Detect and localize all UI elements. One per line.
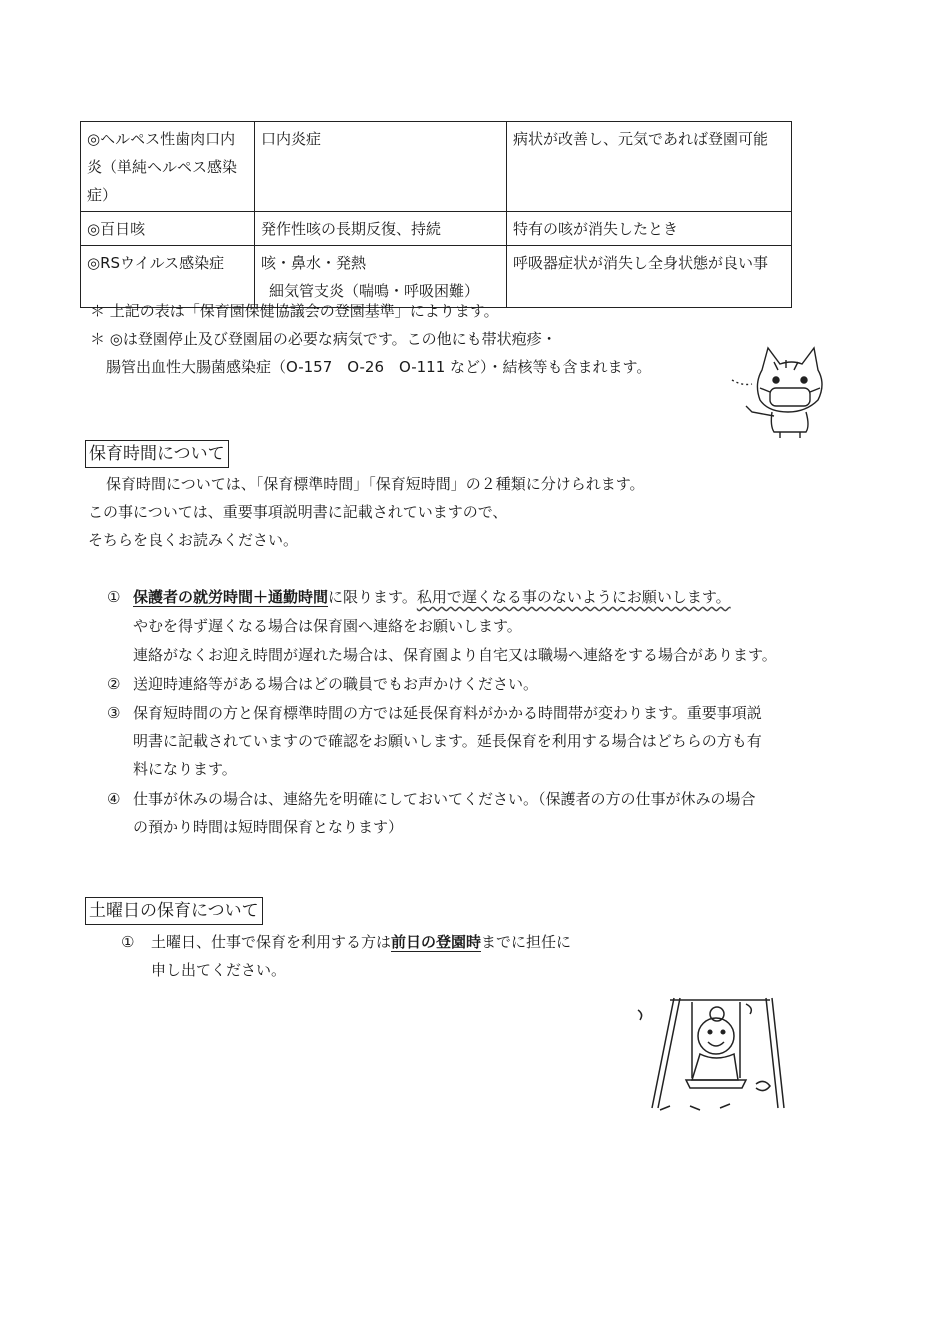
disease-name: ◎ヘルペス性歯肉口内炎（単純ヘルペス感染症） [81, 122, 255, 212]
item-1-line-3: 連絡がなくお迎え時間が遅れた場合は、保育園より自宅又は職場へ連絡をする場合があります。 [133, 646, 777, 664]
disease-symptom: 発作性咳の長期反復、持続 [255, 212, 507, 246]
item-3-line-2: 明書に記載されていますので確認をお願いします。延長保育を利用する場合はどちらの方も有 [133, 732, 762, 750]
private-delay-warning: 私用で遅くなる事のないようにお願いします。 [416, 588, 731, 606]
table-row [81, 122, 792, 212]
disease-name: ◎RSウイルス感染症 [81, 246, 255, 308]
saturday-item-line-1 [151, 928, 571, 956]
disease-criteria: 呼吸器症状が消失し全身状態が良い事 [507, 246, 792, 308]
previous-day-emphasis: 前日の登園時 [391, 933, 482, 951]
disease-criteria: 特有の咳が消失したとき [507, 212, 792, 246]
item-number: ④ [107, 790, 121, 808]
item-number: ③ [107, 704, 121, 722]
item-4-line-1: 仕事が休みの場合は、連絡先を明確にしておいてください。（保護者の方の仕事が休みの場合 [133, 790, 756, 808]
required-disease-note-cont: 腸管出血性大腸菌感染症（O-157 O-26 O-111 など）・結核等も含まれます。 [106, 358, 652, 376]
table-row [81, 212, 792, 246]
item-3-line-1: 保育短時間の方と保育標準時間の方では延長保育料がかかる時間帯が変わります。重要事項説 [133, 704, 762, 722]
required-disease-note: ＊ ◎は登園停止及び登園届の必要な病気です。この他にも帯状疱疹・ [90, 330, 557, 348]
section-heading-hoiku-jikan: 保育時間について [85, 440, 229, 468]
item-1-line-2: やむを得ず遅くなる場合は保育園へ連絡をお願いします。 [133, 617, 522, 635]
saturday-text: 土曜日、仕事で保育を利用する方は [151, 933, 392, 951]
item-1-line-1 [133, 583, 731, 611]
disease-symptom: 咳・鼻水・発熱 [261, 254, 367, 272]
item-2-line-1: 送迎時連絡等がある場合はどの職員でもお声かけください。 [133, 675, 539, 693]
saturday-text: までに担任に [481, 933, 572, 951]
section-heading-saturday: 土曜日の保育について [85, 897, 263, 925]
intro-line: そちらを良くお読みください。 [88, 531, 299, 549]
item-1-text: に限ります。 [328, 588, 417, 606]
masked-cat-illustration [722, 340, 832, 440]
item-number: ② [107, 675, 121, 693]
saturday-item-line-2: 申し出てください。 [151, 961, 287, 979]
item-3-line-3: 料になります。 [133, 760, 237, 778]
child-on-swing-illustration [630, 988, 790, 1116]
item-4-line-2: の預かり時間は短時間保育となります） [133, 818, 404, 836]
working-hours-emphasis: 保護者の就労時間＋通勤時間 [133, 588, 329, 606]
item-number: ① [121, 933, 135, 951]
disease-name: ◎百日咳 [81, 212, 255, 246]
item-number: ① [107, 588, 121, 606]
disease-symptom: 口内炎症 [255, 122, 507, 212]
disease-symptom-secondary: 細気管支炎（喘鳴・呼吸困難） [269, 282, 480, 300]
intro-line: この事については、重要事項説明書に記載されていますので、 [88, 503, 508, 521]
intro-line: 保育時間については、「保育標準時間」「保育短時間」の２種類に分けられます。 [106, 475, 645, 493]
disease-criteria: 病状が改善し、元気であれば登園可能 [507, 122, 792, 212]
table-source-note: ＊ 上記の表は「保育園保健協議会の登園基準」によります。 [90, 302, 499, 320]
disease-table [80, 121, 792, 308]
